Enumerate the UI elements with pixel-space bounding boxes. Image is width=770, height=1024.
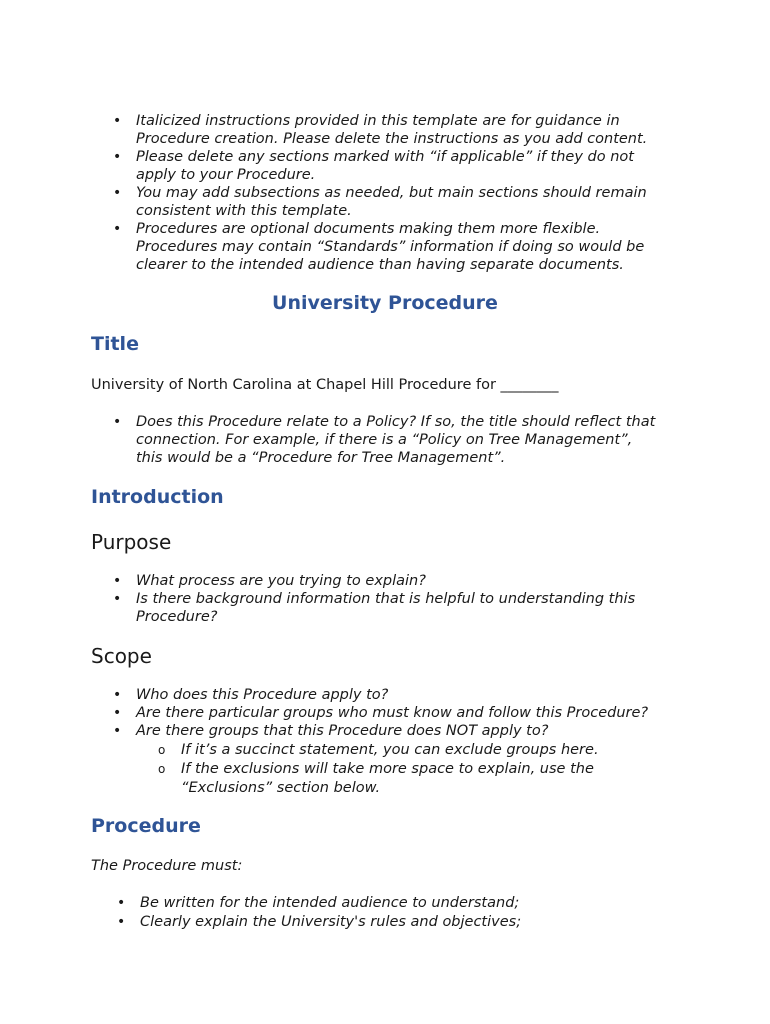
procedure-bullets: [95, 894, 735, 931]
title-bullets: [91, 413, 731, 467]
list-item: • Clearly explain the University's rules and objectives;: [95, 913, 735, 931]
scope-heading: Scope: [91, 644, 152, 668]
list-item: • Please delete any sections marked with “if applicable” if they do not apply to your Procedure.: [91, 148, 731, 184]
list-item: o If it’s a succinct statement, you can exclude groups here.: [91, 741, 731, 759]
scope-bullets: [91, 686, 731, 740]
list-item: o If the exclusions will take more space to explain, use the “Exclusions” section below.: [91, 760, 731, 797]
list-item: • Be written for the intended audience to understand;: [95, 894, 735, 912]
procedure-heading: Procedure: [91, 815, 201, 837]
list-item: • Procedures are optional documents making them more flexible. Procedures may contain “Standards” information if doing so would be clearer to the intended audience than having separate documents.: [91, 220, 731, 274]
list-item: • Does this Procedure relate to a Policy? If so, the title should reflect that connection. For example, if there is a “Policy on Tree Management”, this would be a “Procedure for Tree Management”.: [91, 413, 731, 467]
title-text: University of North Carolina at Chapel Hill Procedure for ________: [91, 377, 559, 393]
scope-sub-bullets: [91, 741, 731, 797]
list-item: • Are there groups that this Procedure does NOT apply to?: [91, 722, 731, 740]
instructions-list: [91, 112, 731, 274]
title-heading: Title: [91, 333, 139, 355]
document-title: University Procedure: [272, 292, 498, 314]
procedure-lead: The Procedure must:: [91, 858, 243, 874]
list-item: • Are there particular groups who must know and follow this Procedure?: [91, 704, 731, 722]
introduction-heading: Introduction: [91, 486, 224, 508]
purpose-heading: Purpose: [91, 530, 172, 554]
list-item: • Italicized instructions provided in this template are for guidance in Procedure creation. Please delete the instructions as you add content.: [91, 112, 731, 148]
list-item: • Who does this Procedure apply to?: [91, 686, 731, 704]
list-item: • Is there background information that is helpful to understanding this Procedure?: [91, 590, 731, 626]
purpose-bullets: [91, 572, 731, 626]
list-item: • What process are you trying to explain?: [91, 572, 731, 590]
list-item: • You may add subsections as needed, but main sections should remain consistent with this template.: [91, 184, 731, 220]
